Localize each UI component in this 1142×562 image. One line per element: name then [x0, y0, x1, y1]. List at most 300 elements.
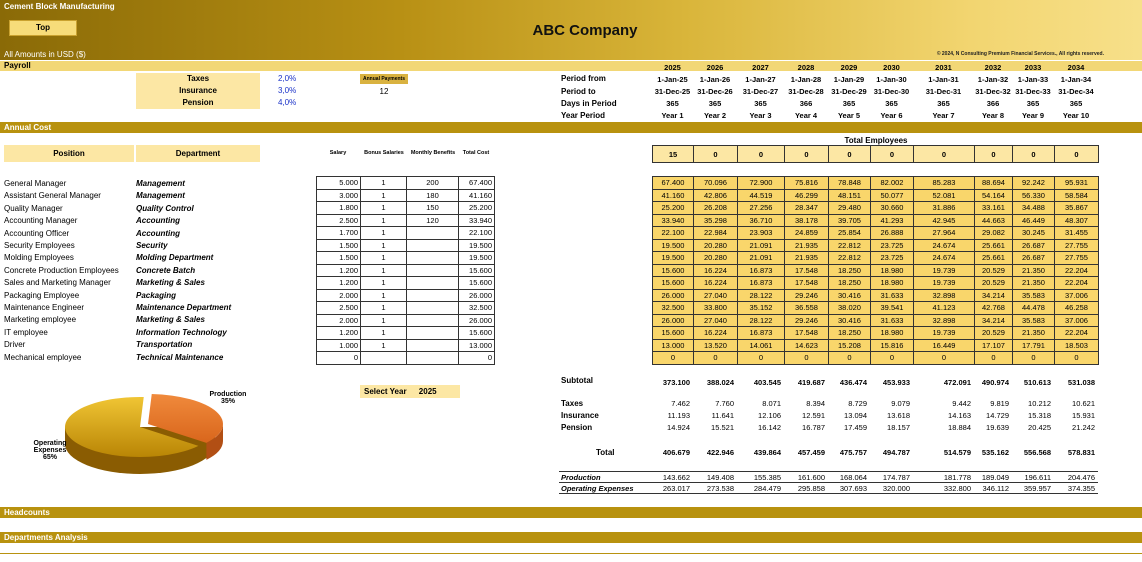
year-cell: 2025: [664, 62, 681, 72]
staff-benefits-cell[interactable]: [407, 277, 459, 290]
position-name: Assistant General Manager: [4, 191, 101, 201]
staff-salary-cell[interactable]: 2.500: [317, 214, 361, 227]
staff-cost-row: [653, 339, 1099, 352]
staff-bonus-cell[interactable]: 1: [361, 189, 407, 202]
staff-cost-cell: 44.478: [1013, 302, 1055, 315]
pension-summary-cell: 16.787: [802, 422, 825, 432]
staff-cost-cell: 30.660: [871, 202, 914, 215]
year-period-cell: Year 6: [880, 111, 903, 121]
staff-salary-cell[interactable]: 1.500: [317, 239, 361, 252]
staff-cost-cell: 20.280: [694, 252, 738, 265]
staff-cost-cell: 48.307: [1055, 214, 1099, 227]
employee-count-cell[interactable]: 0: [829, 146, 871, 163]
staff-cost-row: [653, 214, 1099, 227]
taxes-rate[interactable]: 2,0%: [278, 74, 297, 83]
employee-count-cell[interactable]: 0: [871, 146, 914, 163]
staff-bonus-cell[interactable]: 1: [361, 327, 407, 340]
staff-cost-row: [653, 352, 1099, 365]
staff-total-cell: 67.400: [459, 177, 495, 190]
days-cell: 365: [1026, 99, 1040, 109]
employee-count-cell[interactable]: 0: [785, 146, 829, 163]
spacer-summary-cell: [828, 433, 870, 445]
staff-cost-cell: 19.739: [914, 277, 975, 290]
staff-cost-cell: 0: [975, 352, 1013, 365]
taxes-summary-cell: 8.729: [848, 398, 867, 408]
staff-cost-cell: 46.299: [785, 189, 829, 202]
staff-cost-cell: 21.350: [1013, 264, 1055, 277]
staff-input-row: [317, 277, 495, 290]
staff-cost-cell: 27.256: [738, 202, 785, 215]
spacer-summary-cell: [784, 390, 828, 397]
period-from-cell: 1-Jan-33: [1017, 74, 1049, 84]
department-name: Information Technology: [136, 327, 227, 337]
period-from-cell: 1-Jan-28: [790, 74, 822, 84]
staff-benefits-cell[interactable]: [407, 252, 459, 265]
staff-cost-cell: 46.449: [1013, 214, 1055, 227]
production-split-cell: 161.600: [784, 472, 828, 483]
staff-cost-cell: 28.347: [785, 202, 829, 215]
insurance-summary-cell: 14.163: [948, 410, 971, 420]
staff-salary-cell[interactable]: 2.000: [317, 314, 361, 327]
departments-section-bar: [0, 532, 1142, 543]
staff-cost-cell: 15.600: [653, 327, 694, 340]
sum-taxes-label: Taxes: [561, 399, 584, 408]
staff-cost-cell: 21.350: [1013, 277, 1055, 290]
department-name: Marketing & Sales: [136, 278, 205, 288]
period-to-cell: 31-Dec-33: [1015, 86, 1051, 96]
staff-cost-cell: 29.246: [785, 289, 829, 302]
employee-count-table[interactable]: [652, 145, 1099, 163]
period-to-cell: 31-Dec-29: [831, 86, 867, 96]
position-name: Mechanical employee: [4, 352, 82, 362]
staff-input-table[interactable]: [316, 176, 495, 365]
year-cell: 2034: [1067, 62, 1085, 72]
total-summary-cell: 494.787: [882, 447, 910, 457]
staff-salary-cell[interactable]: 1.200: [317, 264, 361, 277]
staff-cost-cell: 22.812: [829, 239, 871, 252]
period-to-cell: 31-Dec-32: [975, 86, 1011, 96]
period-to-cell: 31-Dec-31: [925, 86, 962, 96]
departments-title: Departments Analysis: [4, 533, 88, 542]
total-summary-cell: 475.757: [839, 447, 867, 457]
employee-count-cell[interactable]: 0: [694, 146, 738, 163]
department-name: Maintenance Department: [136, 303, 232, 312]
subtotal-summary-cell: 419.687: [797, 377, 825, 387]
year-cell: 2027: [752, 62, 769, 72]
employee-count-cell[interactable]: 0: [975, 146, 1013, 163]
staff-benefits-cell[interactable]: 150: [407, 202, 459, 215]
select-year-value[interactable]: 2025: [418, 387, 437, 396]
staff-bonus-cell[interactable]: 1: [361, 177, 407, 190]
subtotal-summary-cell: 510.613: [1023, 377, 1051, 387]
subtotal-summary-cell: 472.091: [943, 377, 971, 387]
production-split-cell: 196.611: [1012, 472, 1054, 483]
period-to-cell: 31-Dec-26: [697, 86, 733, 96]
days-cell: 365: [666, 99, 679, 109]
spacer-summary-cell: [652, 390, 693, 397]
staff-cost-cell: 16.224: [694, 277, 738, 290]
taxes-summary-cell: 8.394: [806, 398, 825, 408]
period-from-cell: 1-Jan-31: [928, 74, 959, 84]
staff-cost-cell: 20.529: [975, 327, 1013, 340]
insurance-summary-cell: 14.729: [986, 410, 1009, 420]
employee-count-cell[interactable]: 0: [1055, 146, 1099, 163]
company-title: ABC Company: [532, 22, 638, 39]
staff-cost-cell: 32.500: [653, 302, 694, 315]
spacer-summary-cell: [693, 390, 737, 397]
total-summary-cell: 406.679: [662, 447, 690, 457]
staff-benefits-cell[interactable]: [407, 302, 459, 315]
staff-benefits-cell[interactable]: [407, 314, 459, 327]
department-header: Department: [136, 145, 260, 162]
production-split-cell: 189.049: [974, 472, 1012, 483]
staff-cost-cell: 19.500: [653, 252, 694, 265]
total-summary-row: [652, 445, 1098, 459]
staff-cost-cell: 58.584: [1055, 189, 1099, 202]
summary-table: [652, 374, 1098, 459]
production-split-cell: 143.662: [652, 472, 693, 483]
staff-benefits-cell[interactable]: 200: [407, 177, 459, 190]
staff-salary-cell[interactable]: 3.000: [317, 189, 361, 202]
position-name: Driver: [4, 340, 26, 350]
staff-salary-cell[interactable]: 5.000: [317, 177, 361, 190]
position-name: Security Employees: [4, 241, 75, 250]
currency-note: All Amounts in USD ($): [4, 50, 86, 59]
staff-cost-cell: 0: [785, 352, 829, 365]
staff-cost-cell: 67.400: [653, 177, 694, 190]
staff-cost-cell: 24.674: [914, 239, 975, 252]
staff-cost-cell: 85.283: [914, 177, 975, 190]
staff-cost-cell: 21.091: [738, 252, 785, 265]
staff-salary-cell[interactable]: 1.200: [317, 327, 361, 340]
total-employees-header: Total Employees: [844, 136, 908, 145]
staff-cost-cell: 16.224: [694, 327, 738, 340]
subtotal-label: Subtotal: [561, 376, 593, 385]
spacer-summary-cell: [693, 433, 737, 445]
staff-cost-cell: 95.931: [1055, 177, 1099, 190]
staff-cost-cell: 38.020: [829, 302, 871, 315]
year-row: [652, 61, 1098, 73]
staff-cost-cell: 30.416: [829, 289, 871, 302]
staff-benefits-cell[interactable]: [407, 264, 459, 277]
days-cell: 365: [842, 99, 856, 109]
staff-cost-cell: 31.455: [1055, 227, 1099, 240]
period-to-cell: 31-Dec-28: [788, 86, 824, 96]
staff-benefits-cell[interactable]: 180: [407, 189, 459, 202]
spacer-summary-cell: [652, 433, 693, 445]
year-period-cell: Year 5: [837, 111, 861, 121]
staff-cost-cell: 36.710: [738, 214, 785, 227]
staff-bonus-cell[interactable]: 1: [361, 252, 407, 265]
employee-count-cell[interactable]: 0: [738, 146, 785, 163]
staff-cost-row: [653, 189, 1099, 202]
days-in-period-label: Days in Period: [561, 99, 617, 108]
staff-cost-cell: 34.214: [975, 314, 1013, 327]
total-summary-cell: 457.459: [797, 447, 825, 457]
staff-cost-cell: 26.888: [871, 227, 914, 240]
staff-cost-cell: 17.548: [785, 327, 829, 340]
staff-cost-row: [653, 239, 1099, 252]
staff-cost-cell: 18.250: [829, 327, 871, 340]
staff-salary-cell[interactable]: 1.200: [317, 277, 361, 290]
opex-split-cell: 263.017: [662, 483, 690, 493]
spacer-summary-cell: [1054, 433, 1098, 445]
staff-cost-cell: 16.449: [914, 339, 975, 352]
staff-total-cell: 25.200: [459, 202, 495, 215]
department-name: Technical Maintenance: [136, 352, 224, 362]
pension-rate[interactable]: 4,0%: [278, 98, 297, 107]
staff-cost-cell: 0: [829, 352, 871, 365]
staff-cost-cell: 37.006: [1055, 289, 1099, 302]
period-to-cell: 31-Dec-27: [742, 86, 779, 96]
insurance-summary-cell: 15.931: [1072, 410, 1095, 420]
staff-cost-cell: 50.077: [871, 189, 914, 202]
opex-split-cell: 273.538: [706, 483, 734, 493]
insurance-summary-row: [652, 409, 1098, 421]
staff-cost-row: [653, 227, 1099, 240]
staff-cost-cell: 19.500: [653, 239, 694, 252]
pension-summary-row: [652, 421, 1098, 433]
production-split-label: Production: [559, 472, 652, 483]
production-split-cell: 155.385: [737, 472, 784, 483]
sum-total-label: Total: [596, 448, 615, 457]
staff-bonus-cell[interactable]: 1: [361, 239, 407, 252]
staff-cost-cell: 21.935: [785, 252, 829, 265]
staff-cost-cell: 16.224: [694, 264, 738, 277]
opex-split-cell: 320.000: [882, 483, 910, 493]
taxes-summary-cell: 10.621: [1072, 398, 1095, 408]
total-summary-cell: 422.946: [706, 447, 734, 457]
staff-cost-cell: 26.687: [1013, 239, 1055, 252]
staff-cost-cell: 19.739: [914, 327, 975, 340]
staff-salary-cell[interactable]: 1.000: [317, 339, 361, 352]
insurance-rate[interactable]: 3,0%: [278, 86, 297, 95]
spacer-summary-cell: [870, 433, 913, 445]
staff-total-cell: 0: [459, 352, 495, 365]
annual-cost-title: Annual Cost: [4, 123, 52, 132]
staff-salary-cell[interactable]: 1.700: [317, 227, 361, 240]
opex-split-label: Operating Expenses: [561, 483, 634, 493]
staff-input-row: [317, 327, 495, 340]
employee-count-cell[interactable]: 15: [653, 146, 694, 163]
staff-benefits-cell[interactable]: [407, 339, 459, 352]
year-period-cell: Year 10: [1062, 111, 1090, 121]
staff-cost-cell: 15.600: [653, 264, 694, 277]
staff-bonus-cell[interactable]: 1: [361, 202, 407, 215]
employee-count-cell[interactable]: 0: [914, 146, 975, 163]
staff-cost-cell: 22.812: [829, 252, 871, 265]
pension-summary-cell: 20.425: [1028, 422, 1051, 432]
staff-cost-cell: 30.245: [1013, 227, 1055, 240]
staff-cost-row: [653, 277, 1099, 290]
bonus-header: Bonus Salaries: [364, 150, 404, 156]
staff-cost-row: [653, 202, 1099, 215]
spacer-summary-cell: [828, 390, 870, 397]
staff-cost-row: [653, 177, 1099, 190]
pension-summary-cell: 18.884: [948, 422, 971, 432]
staff-cost-cell: 23.725: [871, 239, 914, 252]
staff-cost-cell: 17.107: [975, 339, 1013, 352]
staff-cost-cell: 20.529: [975, 264, 1013, 277]
staff-total-cell: 22.100: [459, 227, 495, 240]
total-summary-cell: 556.568: [1023, 447, 1051, 457]
staff-cost-cell: 18.250: [829, 264, 871, 277]
subtotal-summary-cell: 531.038: [1067, 377, 1095, 387]
year-cell: 2026: [706, 62, 724, 72]
subtotal-summary-cell: 388.024: [706, 377, 734, 387]
staff-cost-cell: 25.661: [975, 239, 1013, 252]
staff-cost-cell: 29.480: [829, 202, 871, 215]
days-cell: 365: [885, 99, 898, 109]
staff-bonus-cell[interactable]: 1: [361, 289, 407, 302]
position-name: Concrete Production Employees: [4, 265, 119, 275]
headcounts-section-bar: [0, 507, 1142, 518]
subtotal-summary-cell: 436.474: [839, 377, 867, 387]
annual-payments-value[interactable]: 12: [379, 87, 389, 96]
top-button[interactable]: Top: [9, 20, 77, 36]
staff-cost-cell: 16.873: [738, 264, 785, 277]
pension-summary-cell: 16.142: [758, 422, 781, 432]
taxes-summary-row: [652, 397, 1098, 409]
pension-summary-cell: 17.459: [844, 422, 867, 432]
insurance-summary-cell: 13.618: [887, 410, 910, 420]
staff-cost-cell: 19.739: [914, 264, 975, 277]
staff-benefits-cell[interactable]: 120: [407, 214, 459, 227]
year-period-cell: Year 2: [703, 111, 727, 121]
staff-total-cell: 41.160: [459, 189, 495, 202]
staff-input-row: [317, 214, 495, 227]
staff-cost-cell: 34.214: [975, 289, 1013, 302]
staff-benefits-cell[interactable]: [407, 327, 459, 340]
employee-count-cell[interactable]: 0: [1013, 146, 1055, 163]
salary-header: Salary: [329, 150, 347, 156]
staff-bonus-cell[interactable]: 1: [361, 302, 407, 315]
staff-cost-cell: 15.816: [871, 339, 914, 352]
spacer-summary-cell: [737, 433, 784, 445]
year-period-cell: Year 8: [981, 111, 1005, 121]
production-split-cell: 181.778: [913, 472, 974, 483]
year-period-row: [652, 110, 1098, 122]
select-year-box[interactable]: [360, 385, 460, 398]
taxes-summary-cell: 10.212: [1028, 398, 1051, 408]
department-name: Management: [136, 191, 185, 201]
staff-input-row: [317, 302, 495, 315]
staff-salary-cell[interactable]: 0: [317, 352, 361, 365]
staff-input-row: [317, 264, 495, 277]
production-split-cell: 174.787: [870, 472, 913, 483]
spacer-summary-cell: [784, 433, 828, 445]
staff-cost-cell: 15.208: [829, 339, 871, 352]
pension-summary-cell: 21.242: [1072, 422, 1095, 432]
year-period-cell: Year 4: [794, 111, 818, 121]
period-to-cell: 31-Dec-30: [873, 86, 910, 96]
staff-cost-cell: 22.204: [1055, 277, 1099, 290]
staff-benefits-cell[interactable]: [407, 289, 459, 302]
staff-cost-cell: 23.725: [871, 252, 914, 265]
staff-cost-cell: 48.151: [829, 189, 871, 202]
staff-cost-cell: 29.082: [975, 227, 1013, 240]
subtotal-summary-row: [652, 374, 1098, 390]
staff-cost-cell: 41.160: [653, 189, 694, 202]
staff-bonus-cell[interactable]: 1: [361, 339, 407, 352]
position-header: Position: [4, 145, 134, 162]
staff-cost-cell: 92.242: [1013, 177, 1055, 190]
staff-cost-cell: 0: [1013, 352, 1055, 365]
days-cell: 365: [937, 99, 950, 109]
staff-total-cell: 26.000: [459, 314, 495, 327]
year-period-cell: Year 1: [661, 111, 684, 121]
staff-cost-cell: 78.848: [829, 177, 871, 190]
days-row: [652, 98, 1098, 110]
production-split-cell: 168.064: [828, 472, 870, 483]
staff-total-cell: 19.500: [459, 239, 495, 252]
taxes-summary-cell: 9.442: [952, 398, 971, 408]
staff-cost-cell: 0: [738, 352, 785, 365]
staff-cost-cell: 22.984: [694, 227, 738, 240]
staff-salary-cell[interactable]: 1.500: [317, 252, 361, 265]
year-cell: 2030: [883, 62, 900, 72]
year-period-label: Year Period: [561, 111, 606, 120]
pension-label: Pension: [182, 98, 214, 107]
staff-cost-cell: 14.623: [785, 339, 829, 352]
position-name: Maintenance Engineer: [4, 303, 85, 312]
total-summary-cell: 535.162: [981, 447, 1009, 457]
year-header-table: [652, 61, 1098, 122]
staff-salary-cell[interactable]: 2.000: [317, 289, 361, 302]
opex-split-cell: 359.957: [1023, 483, 1051, 493]
pie-production-name: Production: [209, 391, 247, 398]
pension-summary-cell: 14.924: [667, 422, 690, 432]
staff-benefits-cell[interactable]: [407, 239, 459, 252]
staff-salary-cell[interactable]: 1.800: [317, 202, 361, 215]
staff-salary-cell[interactable]: 2.500: [317, 302, 361, 315]
staff-bonus-cell[interactable]: [361, 352, 407, 365]
staff-bonus-cell[interactable]: 1: [361, 227, 407, 240]
staff-bonus-cell[interactable]: 1: [361, 214, 407, 227]
staff-cost-cell: 13.520: [694, 339, 738, 352]
period-from-cell: 1-Jan-30: [876, 74, 907, 84]
department-name: Marketing & Sales: [136, 315, 205, 325]
department-name: Management: [136, 179, 185, 188]
staff-benefits-cell[interactable]: [407, 352, 459, 365]
staff-cost-cell: 21.935: [785, 239, 829, 252]
staff-cost-cell: 29.246: [785, 314, 829, 327]
staff-cost-cell: 25.854: [829, 227, 871, 240]
period-from-cell: 1-Jan-32: [977, 74, 1009, 84]
staff-bonus-cell[interactable]: 1: [361, 314, 407, 327]
period-to-cell: 31-Dec-34: [1058, 86, 1094, 96]
staff-cost-cell: 31.633: [871, 289, 914, 302]
staff-total-cell: 15.600: [459, 327, 495, 340]
year-cell: 2028: [797, 62, 815, 72]
staff-cost-cell: 31.633: [871, 314, 914, 327]
staff-cost-cell: 26.000: [653, 289, 694, 302]
staff-benefits-cell[interactable]: [407, 227, 459, 240]
staff-input-row: [317, 352, 495, 365]
spacer-summary-cell: [913, 390, 974, 397]
pension-summary-cell: 19.639: [986, 422, 1009, 432]
staff-cost-cell: 39.705: [829, 214, 871, 227]
position-name: Sales and Marketing Manager: [4, 278, 111, 288]
staff-cost-cell: 35.583: [1013, 314, 1055, 327]
staff-cost-cell: 75.816: [785, 177, 829, 190]
staff-bonus-cell[interactable]: 1: [361, 264, 407, 277]
staff-cost-cell: 18.980: [871, 327, 914, 340]
pension-summary-cell: 15.521: [711, 422, 734, 432]
staff-cost-cell: 44.663: [975, 214, 1013, 227]
staff-bonus-cell[interactable]: 1: [361, 277, 407, 290]
staff-cost-cell: 24.674: [914, 252, 975, 265]
